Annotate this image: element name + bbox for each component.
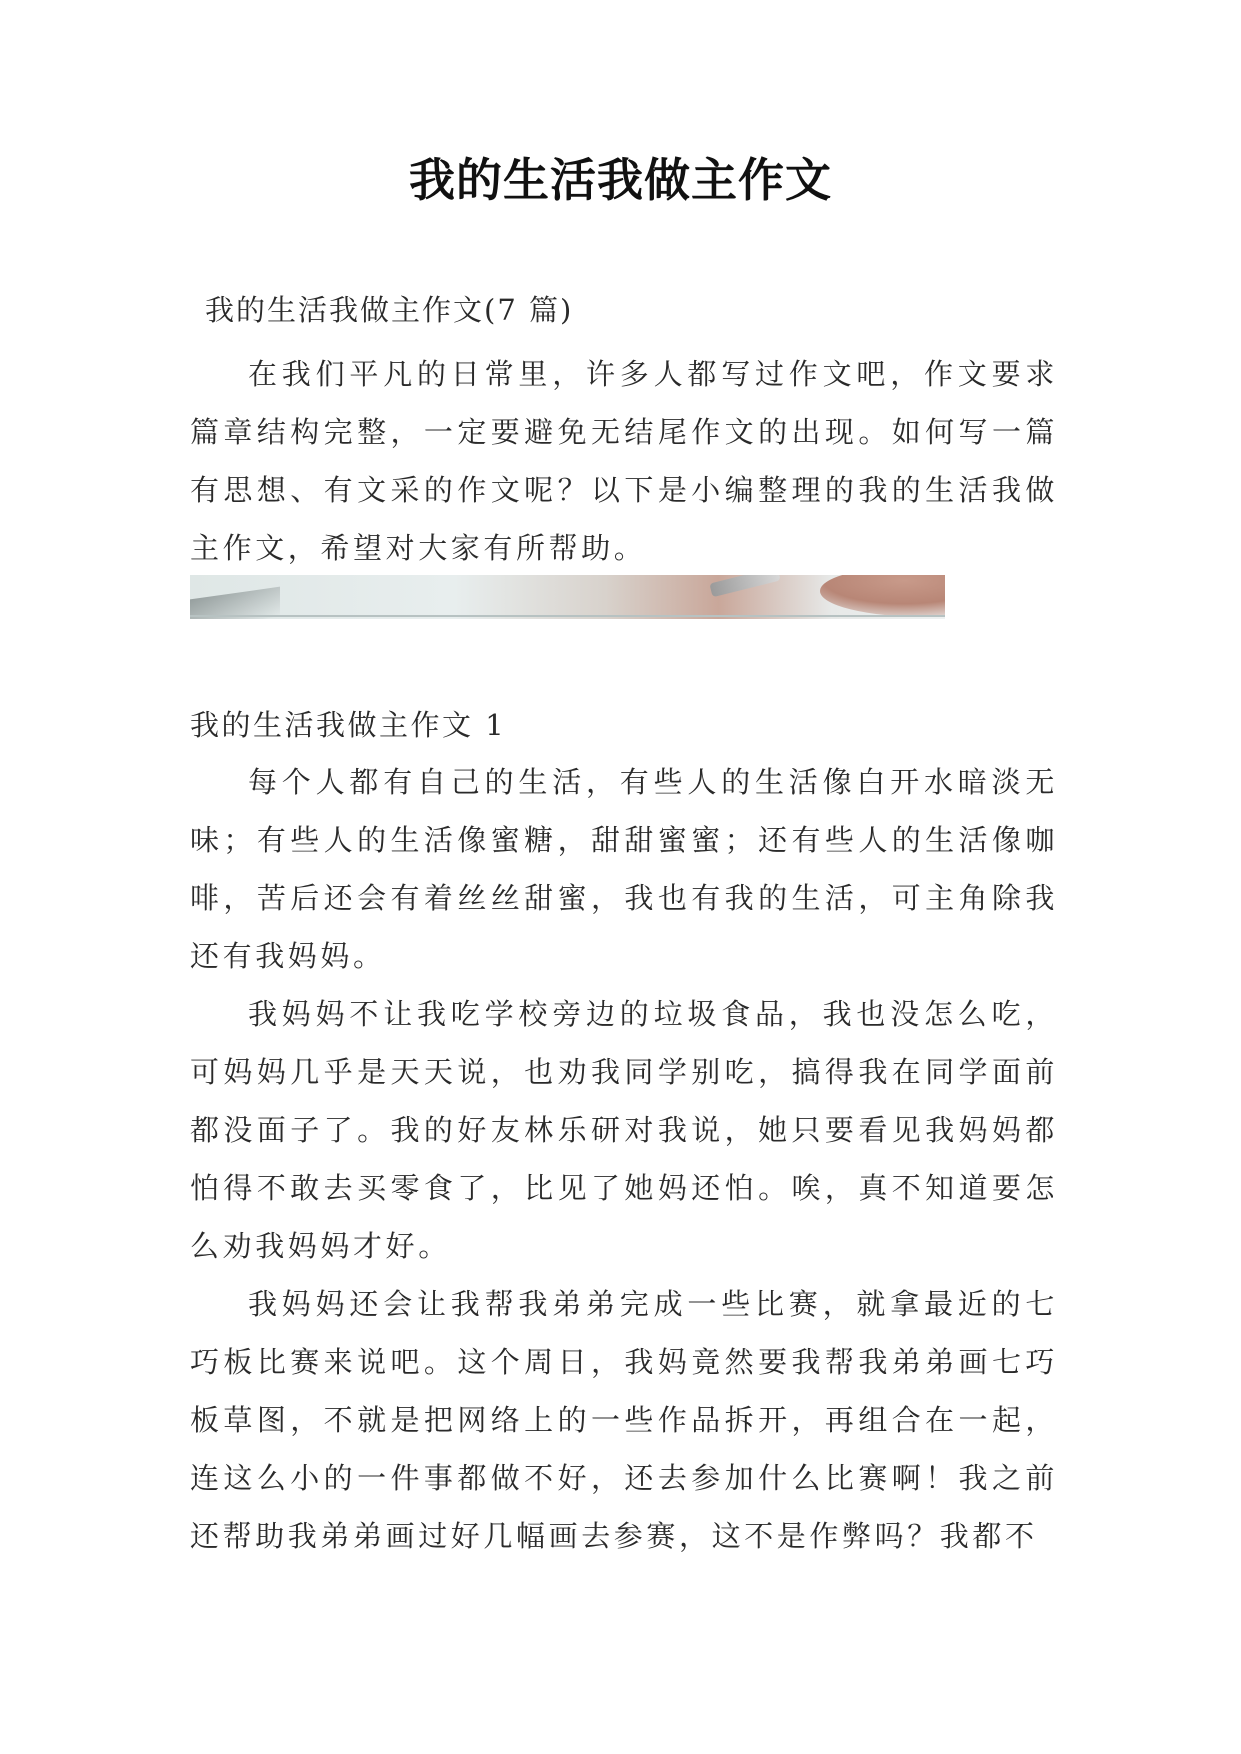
intro-section: [190, 345, 1058, 577]
body-paragraph: 我妈妈还会让我帮我弟弟完成一些比赛，就拿最近的七巧板比赛来说吧。这个周日，我妈竟然要我帮我弟弟画七巧板草图，不就是把网络上的一些作品拆开，再组合在一起，连这么小的一件事都做不好，还去参加什么比赛啊！我之前还帮助我弟弟画过好几幅画去参赛，这不是作弊吗？我都不: [190, 1287, 1058, 1553]
body-paragraph: 我妈妈不让我吃学校旁边的垃圾食品，我也没怎么吃，可妈妈几乎是天天说，也劝我同学别吃，搞得我在同学面前都没面子了。我的好友林乐研对我说，她只要看见我妈妈都怕得不敢去买零食了，比见了她妈还怕。唉，真不知道要怎么劝我妈妈才好。: [190, 997, 1058, 1263]
document-title: 我的生活我做主作文: [409, 153, 832, 207]
banner-image: [190, 575, 945, 619]
body-paragraph: 每个人都有自己的生活，有些人的生活像白开水暗淡无味；有些人的生活像蜜糖，甜甜蜜蜜；还有些人的生活像咖啡，苦后还会有着丝丝甜蜜，我也有我的生活，可主角除我还有我妈妈。: [190, 765, 1058, 973]
essay-body: [190, 753, 1058, 1565]
intro-paragraph: 在我们平凡的日常里，许多人都写过作文吧，作文要求篇章结构完整，一定要避免无结尾作文的出现。如何写一篇有思想、有文采的作文呢？以下是小编整理的我的生活我做主作文，希望对大家有所帮助。: [190, 357, 1058, 565]
section-heading: 我的生活我做主作文 1: [190, 708, 507, 742]
document-subtitle: 我的生活我做主作文(7 篇): [205, 293, 574, 327]
